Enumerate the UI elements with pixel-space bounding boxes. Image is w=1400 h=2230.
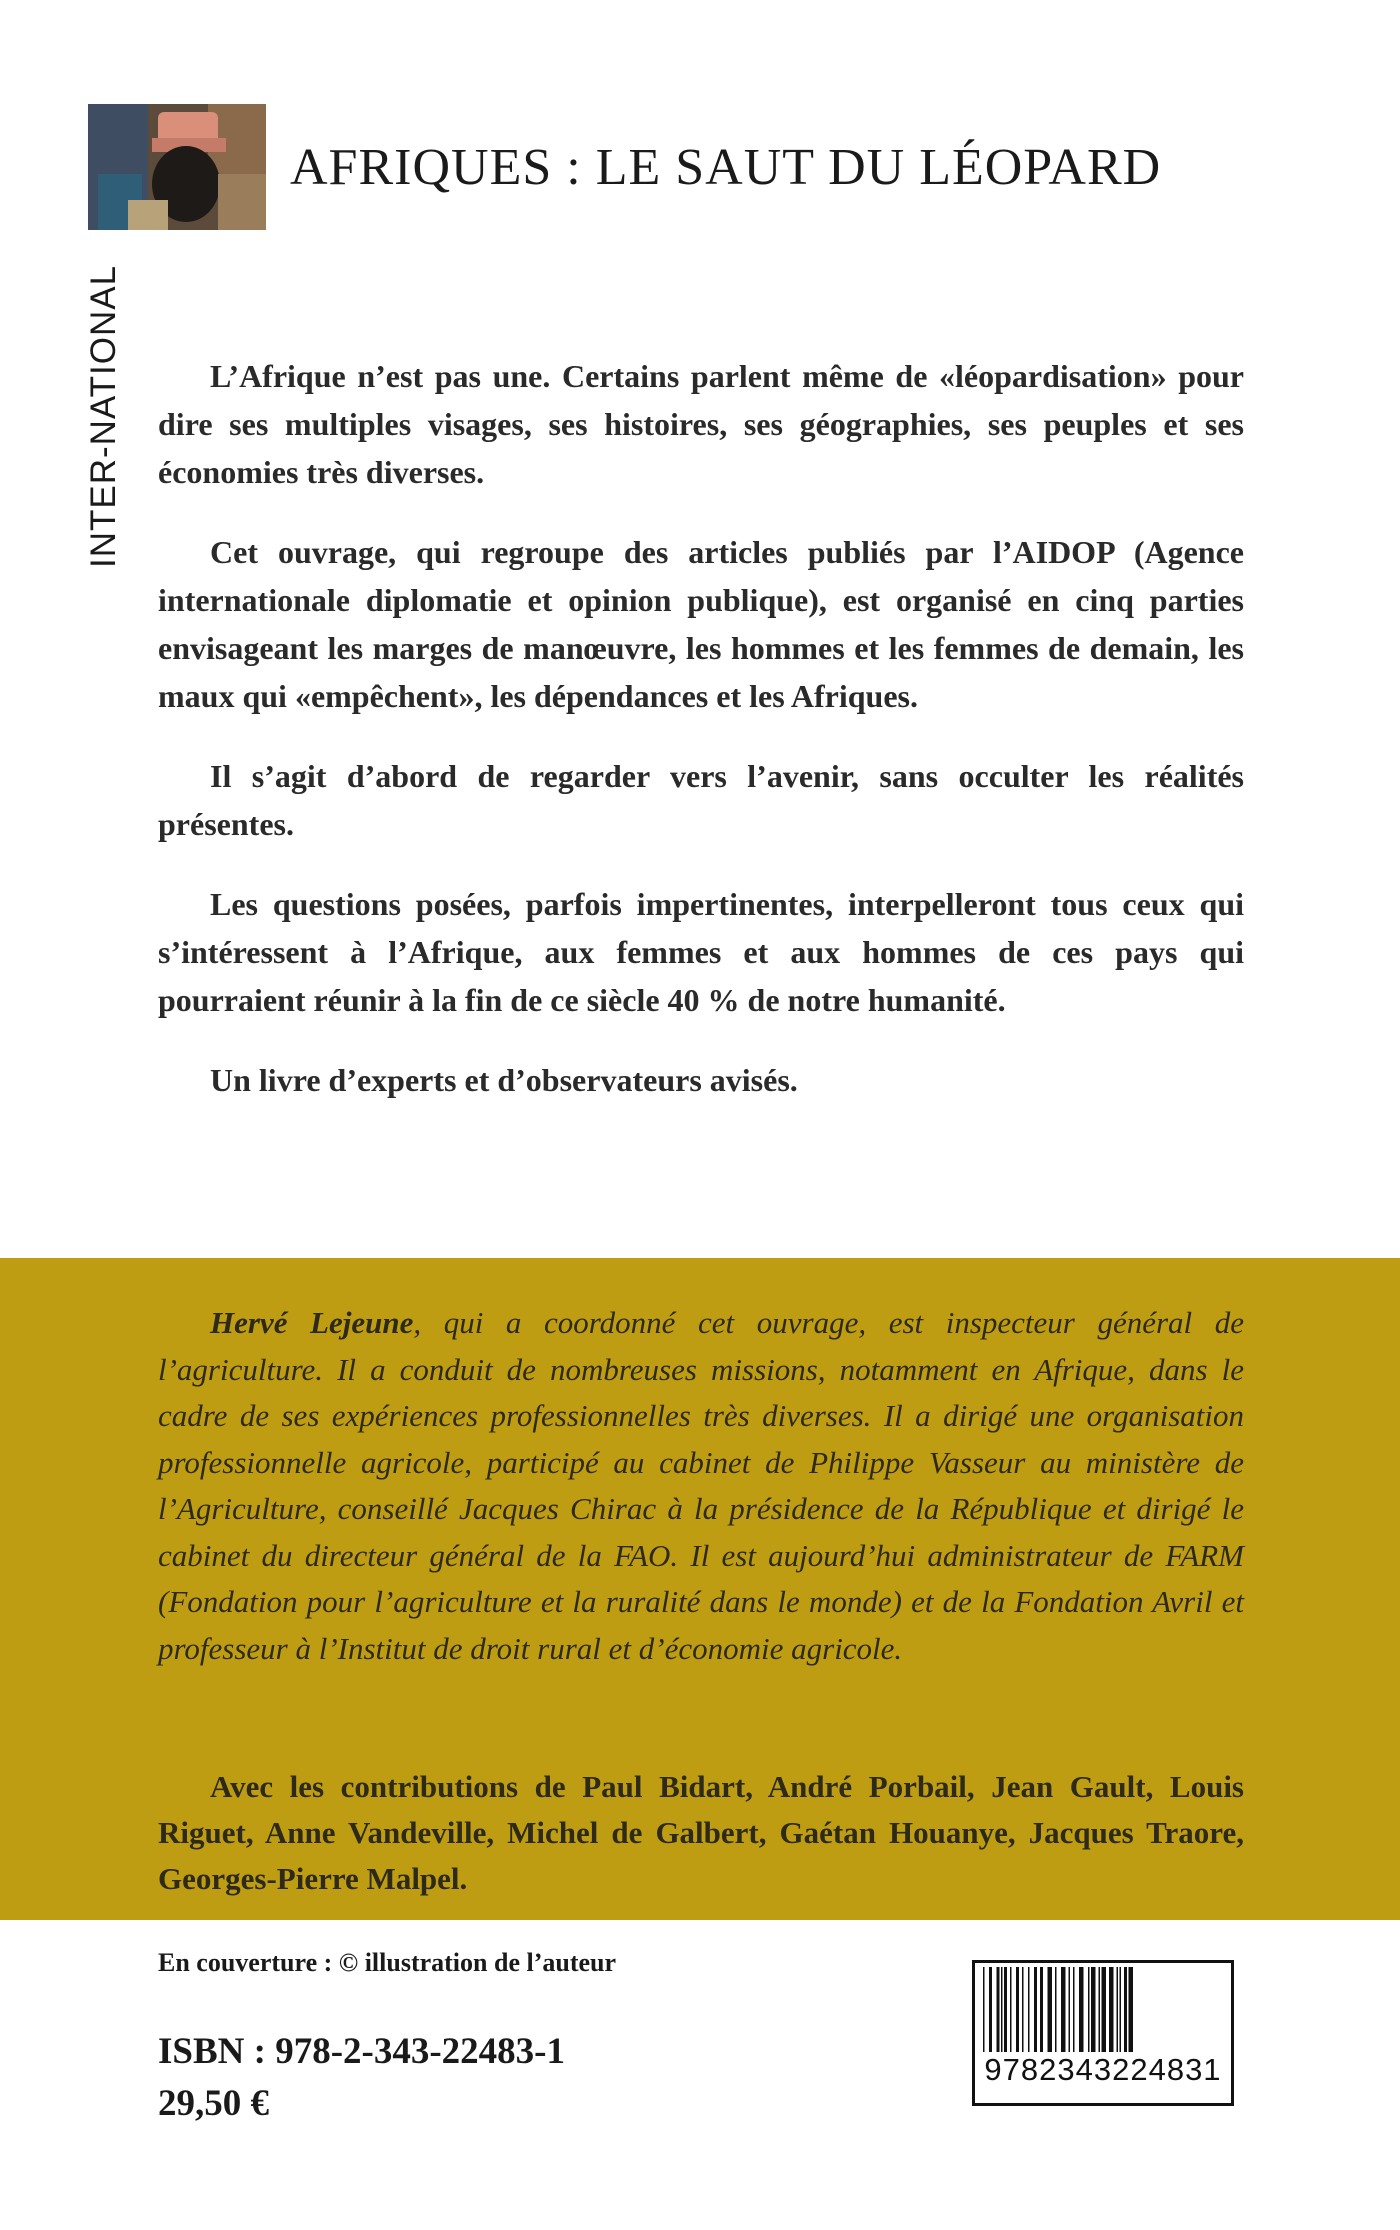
barcode-bar <box>1001 1967 1003 2055</box>
barcode-bar <box>1099 1967 1101 2055</box>
author-name: Hervé Lejeune <box>210 1305 414 1340</box>
barcode-bar <box>1091 1967 1096 2055</box>
isbn: ISBN : 978-2-343-22483-1 <box>158 2031 565 2072</box>
blurb <box>158 352 1244 1136</box>
author-bio <box>158 1300 1244 1672</box>
barcode-bar <box>1088 1967 1090 2055</box>
barcode-bar <box>1061 1967 1066 2055</box>
barcode-bar <box>1022 1967 1024 2055</box>
blurb-paragraph: L’Afrique n’est pas une. Certains parlent même de «léopardisation» pour dire ses multiples visages, ses histoires, ses géographies, ses peuples et ses économies très diverses. <box>158 358 1244 490</box>
barcode-bar <box>1120 1967 1122 2055</box>
price: 29,50 € <box>158 2083 269 2124</box>
series-label: INTER-NATIONAL <box>84 264 123 568</box>
painting-thumbnail-icon <box>88 104 266 230</box>
barcode-bar <box>1004 1967 1007 2055</box>
barcode-bar <box>1040 1967 1043 2055</box>
blurb-paragraph: Un livre d’experts et d’observateurs avisés. <box>210 1062 798 1098</box>
barcode-bar <box>1117 1967 1119 2055</box>
barcode-digits: 9782343224831 <box>978 2052 1228 2088</box>
barcode-bar <box>1102 1967 1107 2055</box>
barcode-bar <box>1028 1967 1030 2055</box>
barcode-bar <box>1124 1967 1127 2055</box>
barcode-bar <box>1073 1967 1075 2055</box>
barcode-bar <box>983 1967 985 2055</box>
barcode-bar <box>1109 1967 1114 2055</box>
barcode-bar <box>997 1967 1000 2055</box>
cover-credit: En couverture : © illustration de l’auteur <box>158 1948 617 1977</box>
blurb-paragraph: Cet ouvrage, qui regroupe des articles publiés par l’AIDOP (Agence internationale diplomatie et opinion publique), est organisé en cinq parties envisageant les marges de manœuvre, les hommes et les femmes de demain, les maux qui «empêchent», les dépendances et les Afriques. <box>158 534 1244 714</box>
barcode-bar <box>1034 1967 1037 2055</box>
barcode-bar <box>989 1967 992 2055</box>
book-title: AFRIQUES : LE SAUT DU LÉOPARD <box>290 139 1162 196</box>
barcode-bar <box>1048 1967 1053 2055</box>
barcode-bar <box>1069 1967 1071 2055</box>
contributors: Avec les contributions de Paul Bidart, André Porbail, Jean Gault, Louis Riguet, Anne Vandeville, Michel de Galbert, Gaétan Houanye, Jacques Traore, Georges-Pierre Malpel. <box>158 1769 1244 1896</box>
barcode-bar <box>1016 1967 1019 2055</box>
barcode-bar <box>1055 1967 1057 2055</box>
barcode-bar <box>1079 1967 1084 2055</box>
barcode-bar <box>1129 1967 1134 2055</box>
barcode-icon <box>975 1963 1231 2059</box>
blurb-paragraph: Les questions posées, parfois impertinentes, interpelleront tous ceux qui s’intéressent à l’Afrique, aux femmes et aux hommes de ces pays qui pourraient réunir à la fin de ce siècle 40 % de notre humanité. <box>158 886 1244 1018</box>
author-bio-text: , qui a coordonné cet ouvrage, est inspecteur général de l’agriculture. Il a conduit de nombreuses missions, notamment en Afrique, dans le cadre de ses expériences professionnelles très diverses. Il a dirigé une organisation professionnelle agricole, participé au cabinet de Philippe Vasseur au ministère de l’Agriculture, conseillé Jacques Chirac à la présidence de la République et dirigé le cabinet du directeur général de la FAO. Il est aujourd’hui administrateur de FARM (Fondation pour l’agriculture et la ruralité dans le monde) et de la Fondation Avril et professeur à l’Institut de droit rural et d’économie agricole. <box>158 1305 1244 1666</box>
barcode-bar <box>1010 1967 1012 2055</box>
cover-thumbnail <box>88 104 266 230</box>
blurb-paragraph: Il s’agit d’abord de regarder vers l’avenir, sans occulter les réalités présentes. <box>158 758 1244 842</box>
